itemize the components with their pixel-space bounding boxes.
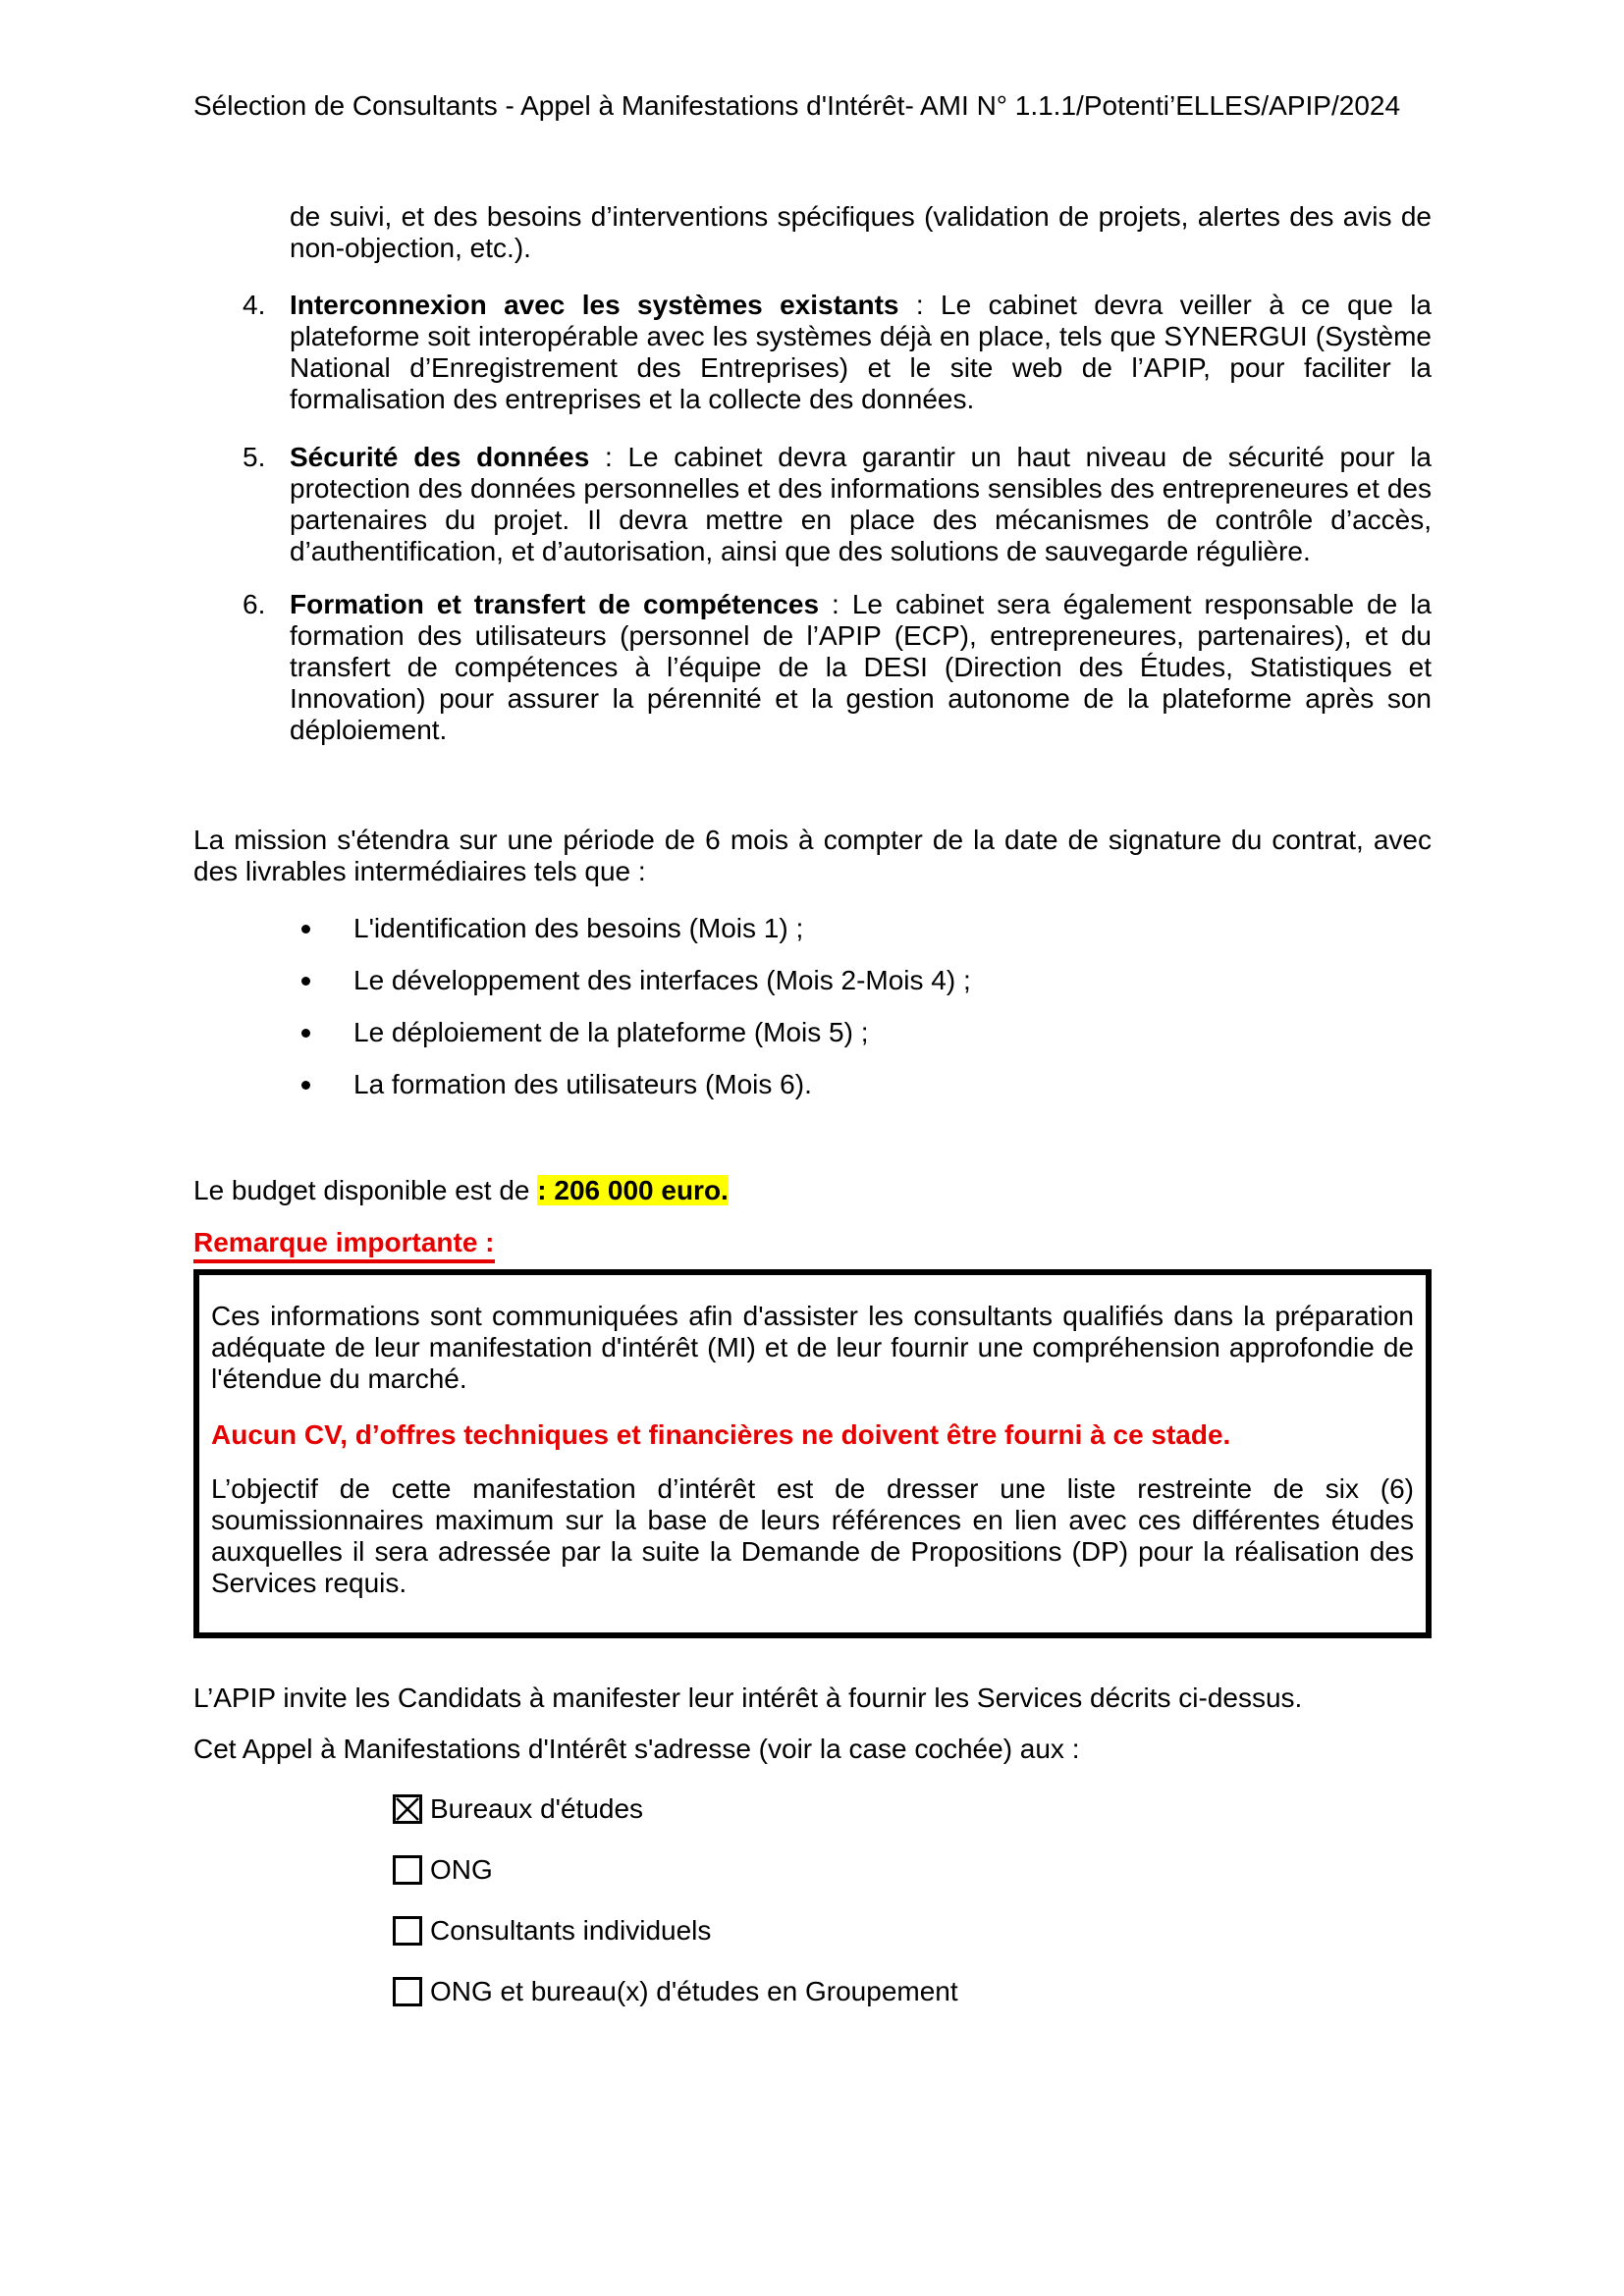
list-item-text: Le développement des interfaces (Mois 2-Mois 4) ; <box>353 965 971 995</box>
budget-prefix: Le budget disponible est de <box>193 1175 538 1205</box>
checkbox-row <box>393 1911 1432 1950</box>
important-note-box <box>193 1269 1432 1638</box>
checkbox-unchecked-icon <box>393 1916 422 1946</box>
checkbox-label: Bureaux d'études <box>430 1793 644 1824</box>
list-item <box>301 913 1432 944</box>
checkbox-label: Consultants individuels <box>430 1915 712 1946</box>
deliverables-list <box>301 913 1432 1100</box>
item-text: : Le cabinet devra garantir un haut niveau de sécurité pour la protection des données personnelles et des informations sensibles des entrepreneures et des partenaires du projet. Il devra mettre en place des mécanismes de contrôle d’accès, d’authentification, et d’autorisation, ainsi que des solutions de sauvegarde régulière. <box>290 442 1433 566</box>
checkbox-label: ONG et bureau(x) d'études en Groupement <box>430 1976 958 2006</box>
checkbox-checked-icon <box>393 1794 422 1824</box>
list-item <box>301 1017 1432 1048</box>
checkbox-unchecked-icon <box>393 1977 422 2006</box>
bullet-icon <box>301 1029 310 1038</box>
checkbox-unchecked-icon <box>393 1855 422 1885</box>
bullet-icon <box>301 925 310 934</box>
item-label: Interconnexion avec les systèmes existants <box>290 290 899 320</box>
intro-paragraph: de suivi, et des besoins d’interventions spécifiques (validation de projets, alertes des avis de non-objection, etc.). <box>290 201 1432 263</box>
item-number: 6. <box>243 589 266 619</box>
note-warning: Aucun CV, d’offres techniques et financières ne doivent être fourni à ce stade. <box>211 1419 1231 1450</box>
remark-heading: Remarque importante : <box>193 1227 495 1263</box>
note-paragraph-1: Ces informations sont communiquées afin d'assister les consultants qualifiés dans la préparation adéquate de leur manifestation d'intérêt (MI) et de leur fournir une compréhension approfondie de l'étendue du marché. <box>211 1301 1414 1394</box>
invitation-paragraph: L’APIP invite les Candidats à manifester leur intérêt à fournir les Services décrits ci-dessus. <box>193 1682 1303 1713</box>
list-item-text: L'identification des besoins (Mois 1) ; <box>353 913 804 943</box>
numbered-item-6 <box>193 589 1432 746</box>
list-item-text: Le déploiement de la plateforme (Mois 5) ; <box>353 1017 869 1047</box>
page-header: Sélection de Consultants - Appel à Manifestations d'Intérêt- AMI N° 1.1.1/Potenti’ELLES/APIP/2024 <box>193 90 1401 121</box>
item-number: 5. <box>243 442 266 472</box>
item-text: : Le cabinet sera également responsable de la formation des utilisateurs (personnel de l’APIP (ECP), entrepreneures, partenaires), et du transfert de compétences à l’équipe de la DESI (Direction des Études, Statistiques et Innovation) pour assurer la pérennité et la gestion autonome de la plateforme après son déploiement. <box>290 589 1432 745</box>
note-paragraph-2: L’objectif de cette manifestation d’intérêt est de dresser une liste restreinte de six (6) soumissionnaires maximum sur la base de leurs références en lien avec ces différentes études auxquelles il sera adressée par la suite la Demande de Propositions (DP) pour la réalisation des Services requis. <box>211 1473 1414 1598</box>
item-label: Sécurité des données <box>290 442 590 472</box>
numbered-item-4 <box>193 290 1432 415</box>
remark-heading-row <box>193 1227 1432 1263</box>
checkbox-row <box>393 1972 1432 2011</box>
budget-line <box>193 1175 1432 1206</box>
budget-amount-highlight: : 206 000 euro. <box>537 1175 729 1205</box>
item-text: : Le cabinet devra veiller à ce que la plateforme soit interopérable avec les systèmes déjà en place, tels que SYNERGUI (Système National d’Enregistrement des Entreprises) et le site web de l’APIP, pour faciliter la formalisation des entreprises et la collecte des données. <box>290 290 1432 414</box>
item-number: 4. <box>243 290 266 320</box>
audience-checkbox-list <box>393 1789 1432 2011</box>
checkbox-row <box>393 1850 1432 1890</box>
audience-intro-paragraph: Cet Appel à Manifestations d'Intérêt s'adresse (voir la case cochée) aux : <box>193 1734 1080 1764</box>
checkbox-label: ONG <box>430 1854 493 1885</box>
bullet-icon <box>301 1081 310 1090</box>
checkbox-row <box>393 1789 1432 1829</box>
list-item-text: La formation des utilisateurs (Mois 6). <box>353 1069 812 1099</box>
list-item <box>301 1069 1432 1100</box>
item-label: Formation et transfert de compétences <box>290 589 820 619</box>
numbered-item-5 <box>193 442 1432 567</box>
list-item <box>301 965 1432 996</box>
mission-paragraph: La mission s'étendra sur une période de 6 mois à compter de la date de signature du contrat, avec des livrables intermédiaires tels que : <box>193 825 1432 886</box>
bullet-icon <box>301 977 310 986</box>
